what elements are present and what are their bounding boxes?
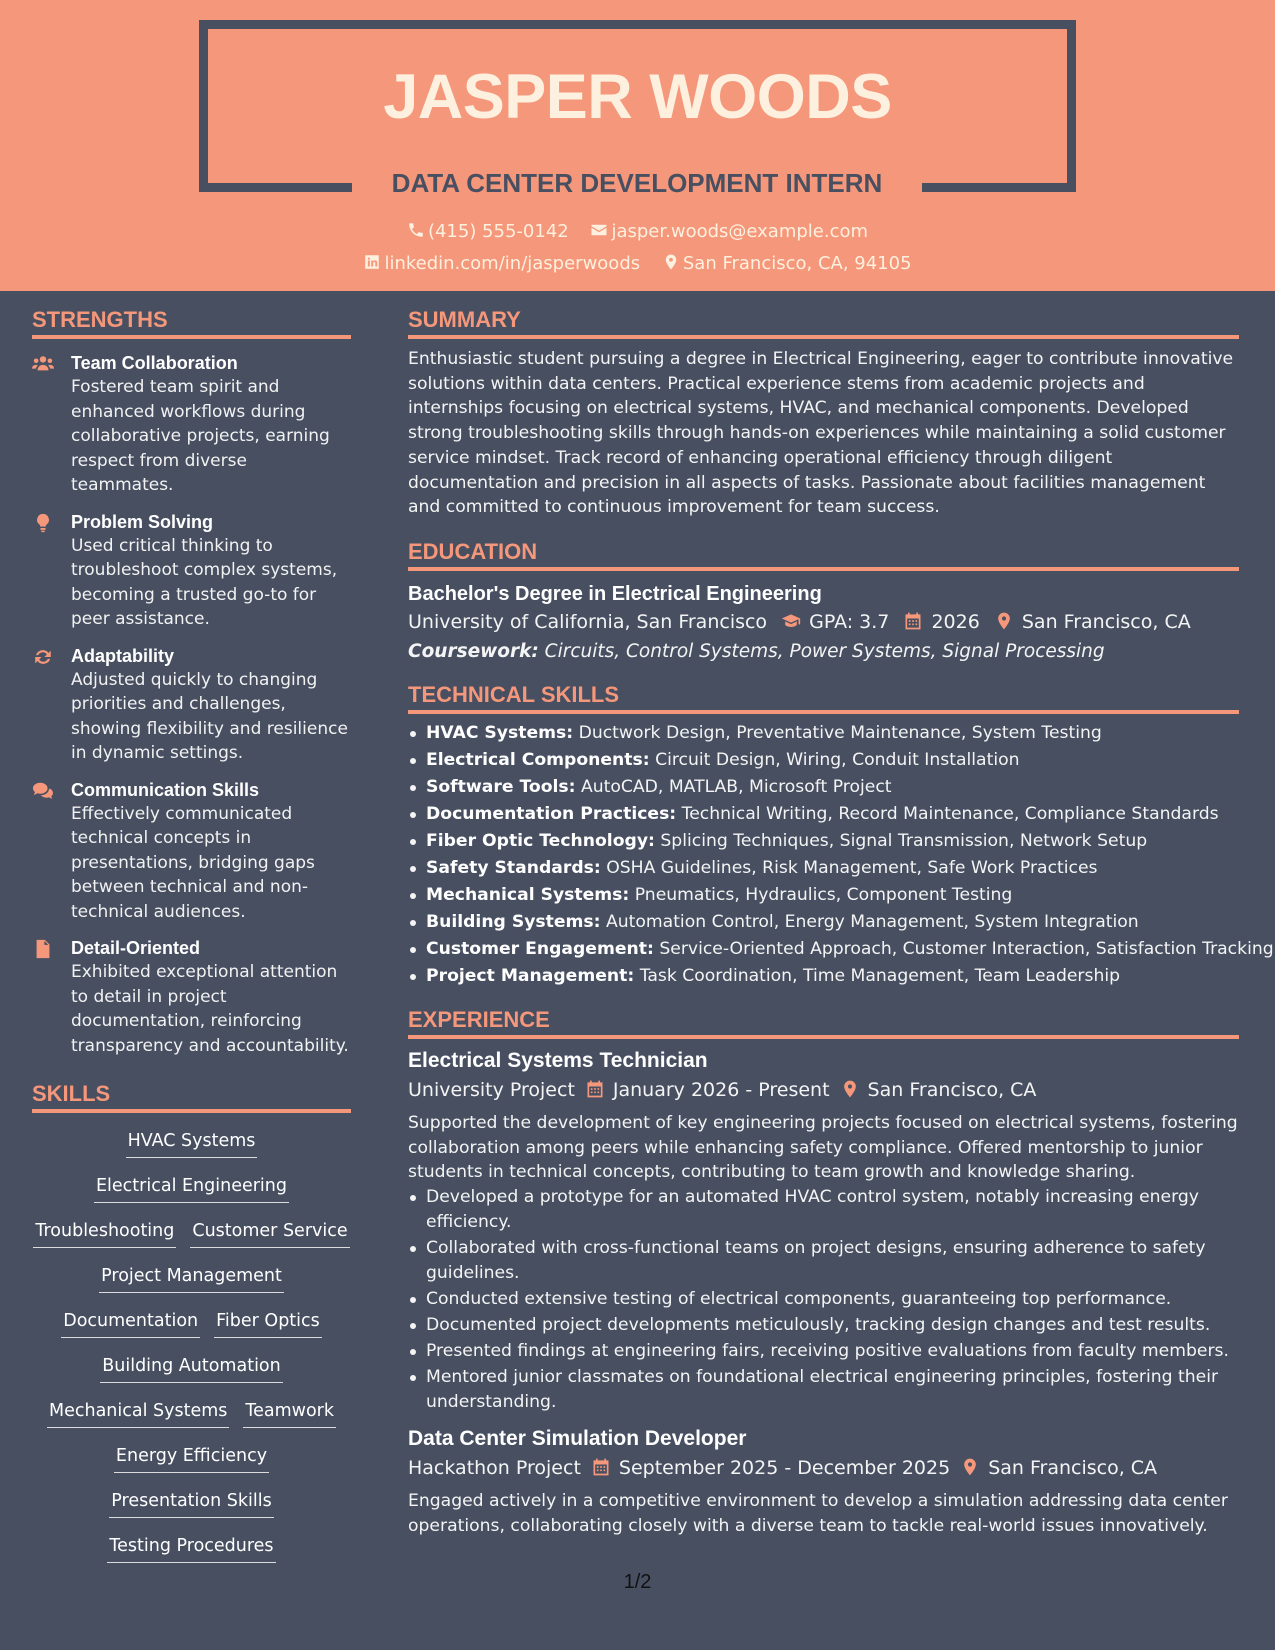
refresh-icon bbox=[32, 647, 56, 667]
comments-icon bbox=[32, 781, 56, 801]
list-item: HVAC Systems: Ductwork Design, Preventative Maintenance, System Testing bbox=[408, 720, 1239, 747]
map-marker-icon bbox=[840, 1079, 860, 1099]
strength-title: Team Collaboration bbox=[71, 353, 238, 373]
list-item: Presented findings at engineering fairs, receiving positive evaluations from faculty members. bbox=[408, 1339, 1239, 1364]
technical-skills-list bbox=[408, 720, 1274, 990]
list-item: Collaborated with cross-functional teams on project designs, ensuring adherence to safety guidelines. bbox=[408, 1236, 1239, 1285]
strength-title: Communication Skills bbox=[71, 779, 260, 800]
strength-desc: Effectively communicated technical concepts in presentations, bridging gaps between technical and non-technical audiences. bbox=[71, 803, 315, 922]
summary-text: Enthusiastic student pursuing a degree in Electrical Engineering, eager to contribute innovative solutions within data centers. Practical experience stems from academic projects and internships focusing on electrical systems, HVAC, and mechanical components. Developed strong troubleshooting skills through hands-on experiences while maintaining a solid customer service mindset. Track record of enhancing operational efficiency through diligent documentation and precision in all aspects of tasks. Passionate about facilities management and committed to continuous improvement for team success. bbox=[408, 349, 1234, 518]
envelope-icon bbox=[590, 221, 608, 239]
resume-header bbox=[0, 0, 1275, 291]
education-details bbox=[408, 607, 1239, 637]
contact-row-2 bbox=[0, 252, 1275, 276]
strength-desc: Used critical thinking to troubleshoot complex systems, becoming a trusted go-to for peer assistance. bbox=[71, 535, 338, 629]
skill-tag: Electrical Engineering bbox=[94, 1174, 289, 1203]
list-item: Developed a prototype for an automated HVAC control system, notably increasing energy efficiency. bbox=[408, 1185, 1239, 1234]
contact-row-1 bbox=[0, 220, 1275, 244]
strength-item bbox=[32, 510, 351, 632]
skill-tag: Mechanical Systems bbox=[47, 1399, 229, 1428]
graduation-cap-icon bbox=[781, 611, 801, 631]
education-heading: EDUCATION bbox=[408, 538, 1239, 571]
skills-heading: SKILLS bbox=[32, 1080, 351, 1113]
job-role: DATA CENTER DEVELOPMENT INTERN bbox=[391, 168, 883, 198]
strength-item bbox=[32, 644, 351, 766]
list-item: Electrical Components: Circuit Design, Wiring, Conduit Installation bbox=[408, 747, 1239, 774]
list-item: Documentation Practices: Technical Writing, Record Maintenance, Compliance Standards bbox=[408, 801, 1239, 828]
strength-title: Problem Solving bbox=[71, 511, 214, 532]
job-entry bbox=[408, 1047, 1239, 1415]
summary-heading: SUMMARY bbox=[408, 306, 1239, 339]
skill-tag: Presentation Skills bbox=[109, 1489, 273, 1518]
skill-tag: Testing Procedures bbox=[107, 1534, 275, 1563]
lightbulb-icon bbox=[32, 513, 56, 533]
experience-heading: EXPERIENCE bbox=[408, 1006, 1239, 1039]
map-marker-icon bbox=[960, 1457, 980, 1477]
left-column bbox=[32, 306, 351, 1573]
calendar-icon bbox=[903, 611, 923, 631]
list-item: Project Management: Task Coordination, Time Management, Team Leadership bbox=[408, 963, 1239, 990]
list-item: Documented project developments meticulously, tracking design changes and test results. bbox=[408, 1313, 1239, 1338]
page-number: 1/2 bbox=[623, 1571, 652, 1593]
list-item: Mentored junior classmates on foundational electrical engineering principles, fostering their understanding. bbox=[408, 1365, 1239, 1414]
list-item: Customer Engagement: Service-Oriented Approach, Customer Interaction, Satisfaction Tracking bbox=[408, 936, 1239, 963]
job-meta: Hackathon Project September 2025 - December 2025 San Francisco, CA bbox=[408, 1456, 1158, 1479]
technical-skills-heading: TECHNICAL SKILLS bbox=[408, 681, 1239, 714]
calendar-icon bbox=[591, 1457, 611, 1477]
list-item: Mechanical Systems: Pneumatics, Hydraulics, Component Testing bbox=[408, 882, 1239, 909]
skill-tag: Building Automation bbox=[100, 1354, 282, 1383]
job-meta: University Project January 2026 - Present San Francisco, CA bbox=[408, 1078, 1037, 1101]
gpa: GPA: 3.7 bbox=[809, 610, 890, 633]
right-column bbox=[408, 306, 1274, 1538]
job-description: Supported the development of key engineering projects focused on electrical systems, fostering collaboration among peers while enhancing safety compliance. Offered mentorship to junior students in technical concepts, contributing to team growth and knowledge sharing. bbox=[408, 1112, 1238, 1183]
candidate-name: JASPER WOODS bbox=[383, 62, 892, 132]
coursework: Coursework: Circuits, Control Systems, Power Systems, Signal Processing bbox=[408, 640, 1105, 662]
job-entry bbox=[408, 1425, 1239, 1538]
graduation-year: 2026 bbox=[931, 610, 980, 633]
skill-tags bbox=[32, 1123, 351, 1573]
skill-tag: Teamwork bbox=[243, 1399, 336, 1428]
contact-phone: (415) 555-0142 bbox=[407, 220, 569, 244]
file-icon bbox=[32, 939, 56, 959]
strength-item bbox=[32, 936, 351, 1058]
calendar-icon bbox=[585, 1079, 605, 1099]
skill-tag: Fiber Optics bbox=[214, 1309, 322, 1338]
linkedin-icon bbox=[363, 253, 381, 271]
list-item: Safety Standards: OSHA Guidelines, Risk Management, Safe Work Practices bbox=[408, 855, 1239, 882]
list-item: Software Tools: AutoCAD, MATLAB, Microsoft Project bbox=[408, 774, 1239, 801]
job-bullets bbox=[408, 1185, 1239, 1415]
skill-tag: Customer Service bbox=[190, 1219, 349, 1248]
map-marker-icon bbox=[994, 611, 1014, 631]
contact-email[interactable]: jasper.woods@example.com bbox=[590, 220, 868, 244]
strength-desc: Exhibited exceptional attention to detail in project documentation, reinforcing transparency and accountability. bbox=[71, 962, 349, 1056]
strength-item bbox=[32, 778, 351, 925]
list-item: Conducted extensive testing of electrical components, guaranteeing top performance. bbox=[408, 1287, 1239, 1312]
job-description: Engaged actively in a competitive environment to develop a simulation addressing data center operations, collaborating closely with a diverse team to tackle real-world issues innovatively. bbox=[408, 1490, 1228, 1536]
phone-icon bbox=[407, 221, 425, 239]
skill-tag: Troubleshooting bbox=[33, 1219, 176, 1248]
school-location: San Francisco, CA bbox=[1021, 610, 1191, 633]
job-title: Data Center Simulation Developer bbox=[408, 1426, 747, 1450]
contact-location: San Francisco, CA, 94105 bbox=[662, 252, 912, 276]
job-title: Electrical Systems Technician bbox=[408, 1048, 708, 1072]
contact-linkedin[interactable]: linkedin.com/in/jasperwoods bbox=[363, 252, 640, 276]
degree-title: Bachelor's Degree in Electrical Engineering bbox=[408, 582, 822, 605]
school-name: University of California, San Francisco bbox=[408, 610, 768, 633]
strength-item bbox=[32, 351, 351, 498]
map-marker-icon bbox=[662, 253, 680, 271]
users-icon bbox=[32, 354, 56, 374]
strength-desc: Fostered team spirit and enhanced workflows during collaborative projects, earning respect from diverse teammates. bbox=[71, 377, 330, 495]
skill-tag: Project Management bbox=[99, 1264, 284, 1293]
strength-title: Detail-Oriented bbox=[71, 938, 201, 958]
skill-tag: Documentation bbox=[61, 1309, 200, 1338]
strengths-heading: STRENGTHS bbox=[32, 306, 351, 339]
skill-tag: HVAC Systems bbox=[126, 1129, 258, 1158]
strength-title: Adaptability bbox=[71, 645, 175, 666]
strength-desc: Adjusted quickly to changing priorities and challenges, showing flexibility and resilience in dynamic settings. bbox=[71, 669, 348, 763]
skill-tag: Energy Efficiency bbox=[114, 1444, 269, 1473]
list-item: Building Systems: Automation Control, Energy Management, System Integration bbox=[408, 909, 1239, 936]
list-item: Fiber Optic Technology: Splicing Techniques, Signal Transmission, Network Setup bbox=[408, 828, 1239, 855]
